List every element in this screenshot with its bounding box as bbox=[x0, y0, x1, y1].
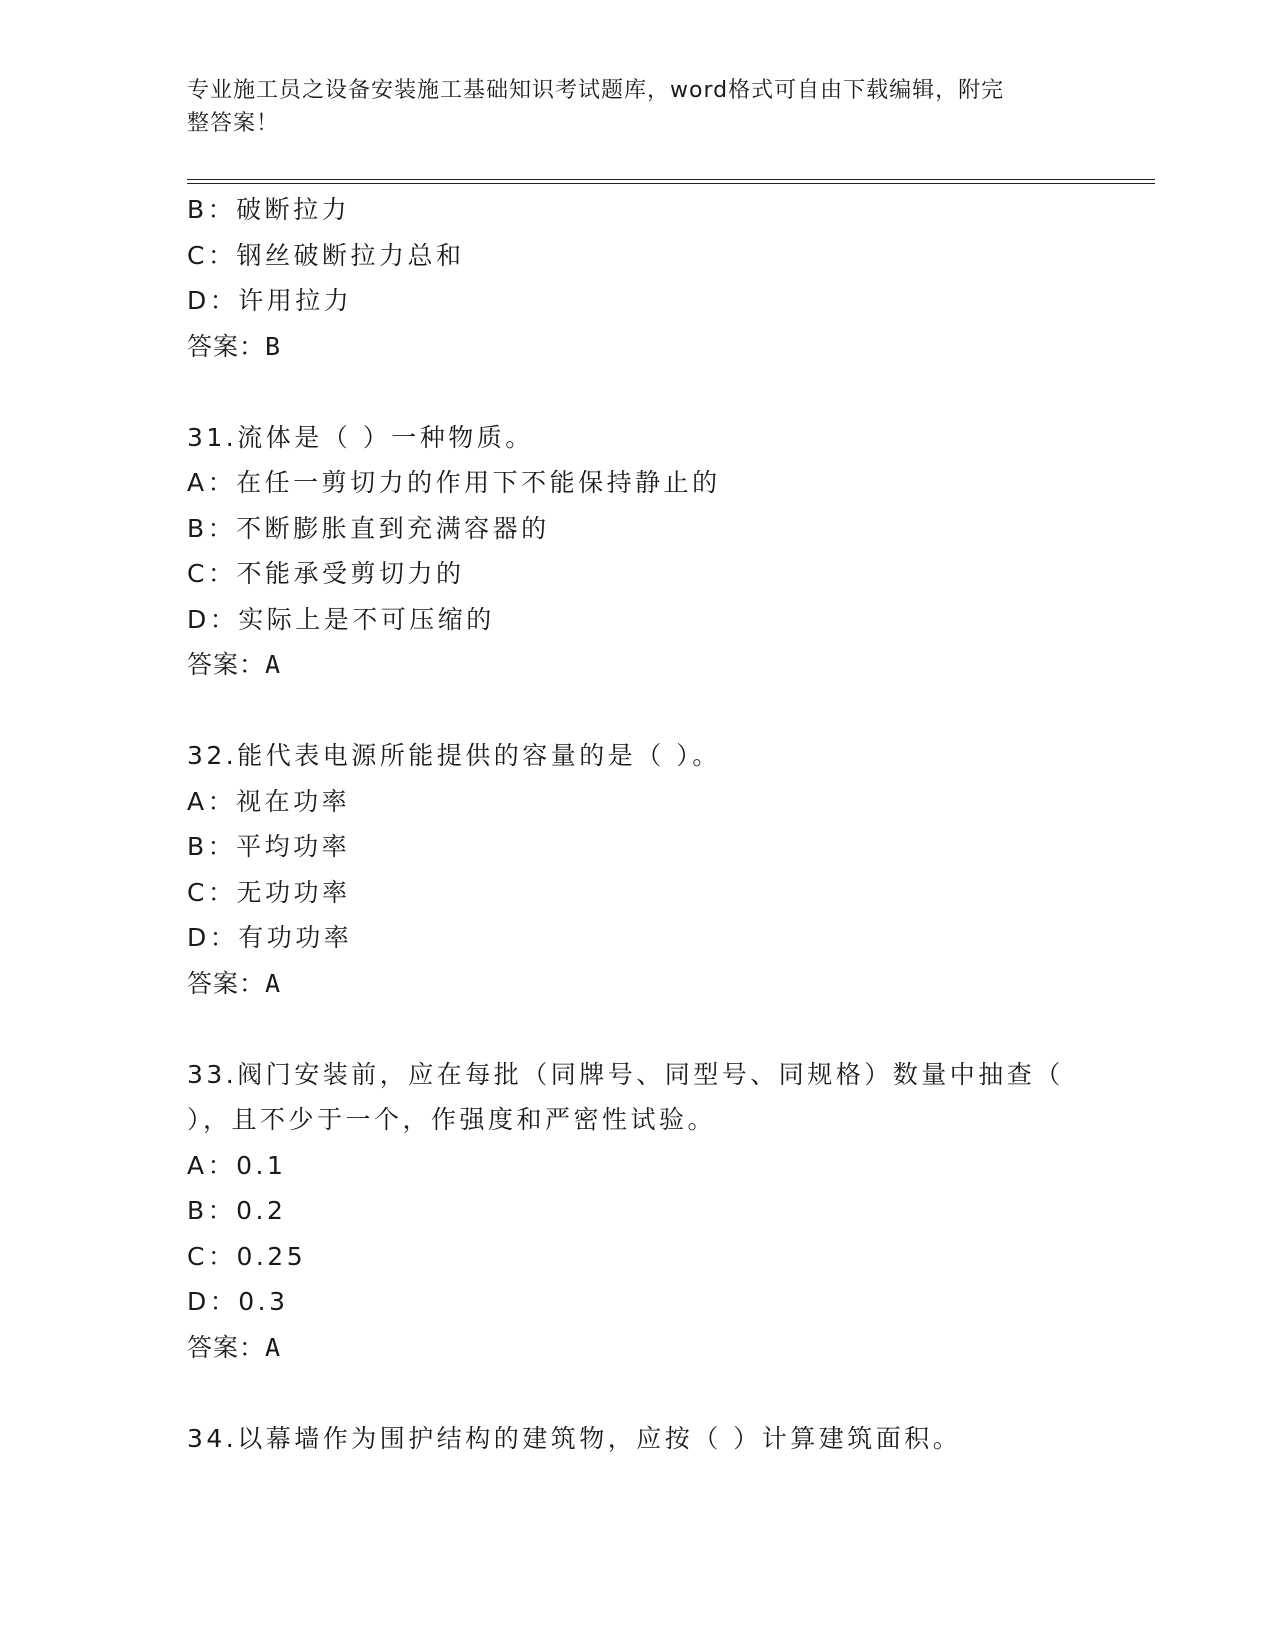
question-31 bbox=[187, 415, 1087, 688]
question-30-continued bbox=[187, 187, 1087, 369]
answer-label: 答案： bbox=[187, 1332, 266, 1362]
option-c: C：不能承受剪切力的 bbox=[187, 559, 465, 588]
question-stem: 34.以幕墙作为围护结构的建筑物，应按（ ）计算建筑面积。 bbox=[187, 1423, 962, 1453]
spacer bbox=[187, 1006, 1087, 1052]
answer-line bbox=[187, 324, 1087, 370]
option-c: C：钢丝破断拉力总和 bbox=[187, 240, 465, 270]
spacer bbox=[187, 1370, 1087, 1416]
question-34 bbox=[187, 1416, 1087, 1462]
question-stem: 31.流体是（ ）一种物质。 bbox=[187, 422, 534, 452]
page-header bbox=[187, 74, 1067, 140]
question-32 bbox=[187, 733, 1087, 1006]
option-b: B：平均功率 bbox=[187, 832, 351, 861]
option-d: D：有功功率 bbox=[187, 923, 353, 952]
answer-label: 答案： bbox=[187, 968, 266, 998]
answer-value: A bbox=[265, 1332, 282, 1362]
answer-label: 答案： bbox=[187, 331, 266, 361]
option-c: C：无功功率 bbox=[187, 877, 351, 907]
answer-line bbox=[187, 1325, 1087, 1371]
answer-value: A bbox=[265, 650, 282, 679]
header-divider-top bbox=[187, 179, 1155, 180]
option-d: D：实际上是不可压缩的 bbox=[187, 604, 495, 634]
question-stem-line-2: ），且不少于一个，作强度和严密性试验。 bbox=[187, 1105, 717, 1134]
option-b: B：不断膨胀直到充满容器的 bbox=[187, 513, 550, 543]
option-a: A：0.1 bbox=[187, 1150, 287, 1180]
option-d: D：0.3 bbox=[187, 1287, 289, 1316]
answer-value: B bbox=[265, 331, 282, 361]
question-stem-line-1: 33.阀门安装前，应在每批（同牌号、同型号、同规格）数量中抽查（ bbox=[187, 1059, 1064, 1089]
option-d: D：许用拉力 bbox=[187, 286, 353, 315]
answer-value: A bbox=[265, 968, 282, 998]
option-c: C：0.25 bbox=[187, 1241, 307, 1271]
answer-line bbox=[187, 642, 1087, 688]
question-content bbox=[187, 187, 1087, 1461]
answer-line bbox=[187, 961, 1087, 1007]
header-divider-bottom bbox=[187, 183, 1155, 184]
header-line-1: 专业施工员之设备安装施工基础知识考试题库，word格式可自由下载编辑，附完 bbox=[187, 78, 1005, 103]
option-a: A：视在功率 bbox=[187, 786, 351, 816]
option-a: A：在任一剪切力的作用下不能保持静止的 bbox=[187, 468, 721, 497]
spacer bbox=[187, 369, 1087, 415]
answer-label: 答案： bbox=[187, 650, 266, 679]
question-stem: 32.能代表电源所能提供的容量的是（ ）。 bbox=[187, 741, 721, 770]
option-b: B：0.2 bbox=[187, 1196, 287, 1225]
header-line-2: 整答案！ bbox=[187, 111, 280, 136]
spacer bbox=[187, 688, 1087, 734]
option-b: B：破断拉力 bbox=[187, 195, 351, 224]
question-33 bbox=[187, 1052, 1087, 1371]
